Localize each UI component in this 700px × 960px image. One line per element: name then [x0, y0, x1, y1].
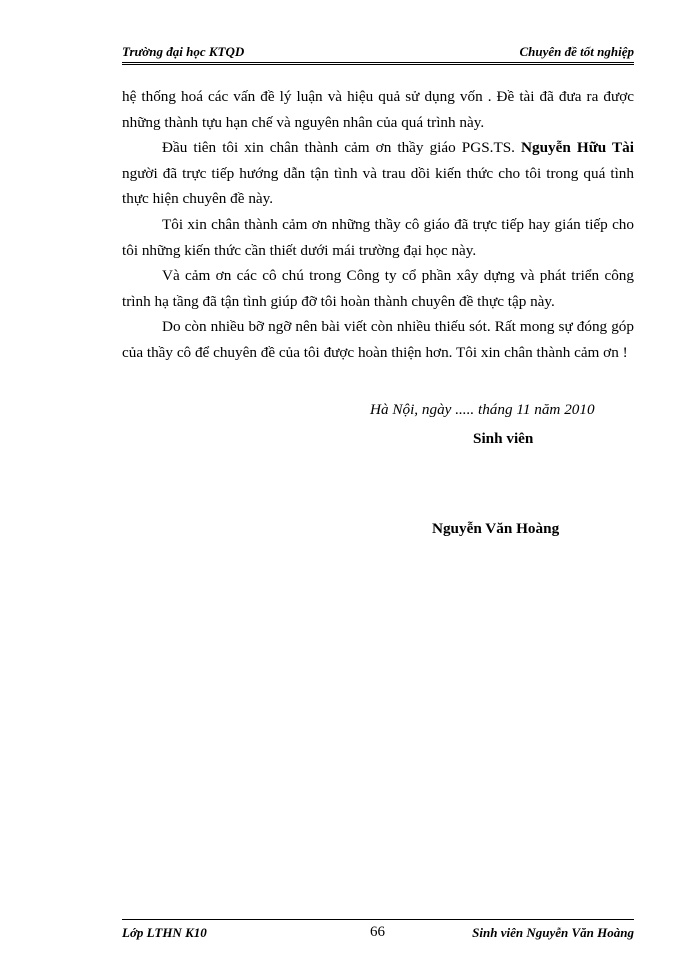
advisor-name: Nguyễn Hữu Tài	[521, 139, 634, 157]
page-footer	[122, 925, 634, 943]
page-header	[122, 44, 634, 64]
page-number: 66	[370, 924, 385, 940]
paragraph-thanks-company: Và cảm ơn các cô chú trong Công ty cổ phần xây dựng và phát triển công trình hạ tầng đã tận tình giúp đỡ tôi hoàn thành chuyên đề thực tập này.	[122, 267, 634, 310]
signature-date: Hà Nội, ngày ..... tháng 11 năm 2010	[370, 401, 595, 418]
footer-divider	[122, 919, 634, 920]
signature-role: Sinh viên	[473, 430, 534, 447]
paragraph-intro: hệ thống hoá các vấn đề lý luận và hiệu quả sử dụng vốn . Đề tài đã đưa ra được những thành tựu hạn chế và nguyên nhân của quá trình này.	[122, 88, 634, 131]
footer-student: Sinh viên Nguyễn Văn Hoàng	[472, 925, 634, 940]
paragraph-thanks-teachers: Tôi xin chân thành cảm ơn những thầy cô giáo đã trực tiếp hay gián tiếp cho tôi những kiến thức cần thiết dưới mái trường đại học này.	[122, 215, 634, 259]
advisor-text-before: Đầu tiên tôi xin chân thành cảm ơn thầy giáo PGS.TS.	[162, 139, 522, 157]
advisor-text-after: người đã trực tiếp hướng dẫn tận tình và trau dồi kiến thức cho tôi trong quá tình thực hiện chuyên đề này.	[122, 164, 634, 208]
paragraph-thanks-advisor	[122, 135, 634, 212]
header-divider	[122, 62, 634, 65]
signature-name: Nguyễn Văn Hoàng	[432, 520, 560, 537]
paragraph-closing: Do còn nhiều bỡ ngỡ nên bài viết còn nhiều thiếu sót. Rất mong sự đóng góp của thầy cô để chuyên đề của tôi được hoàn thiện hơn. Tôi xin chân thành cảm ơn !	[122, 318, 634, 361]
footer-class: Lớp LTHN K10	[122, 925, 207, 940]
header-doc-type: Chuyên đề tốt nghiệp	[519, 44, 634, 59]
header-university: Trường đại học KTQD	[122, 44, 245, 59]
document-body	[122, 84, 634, 366]
